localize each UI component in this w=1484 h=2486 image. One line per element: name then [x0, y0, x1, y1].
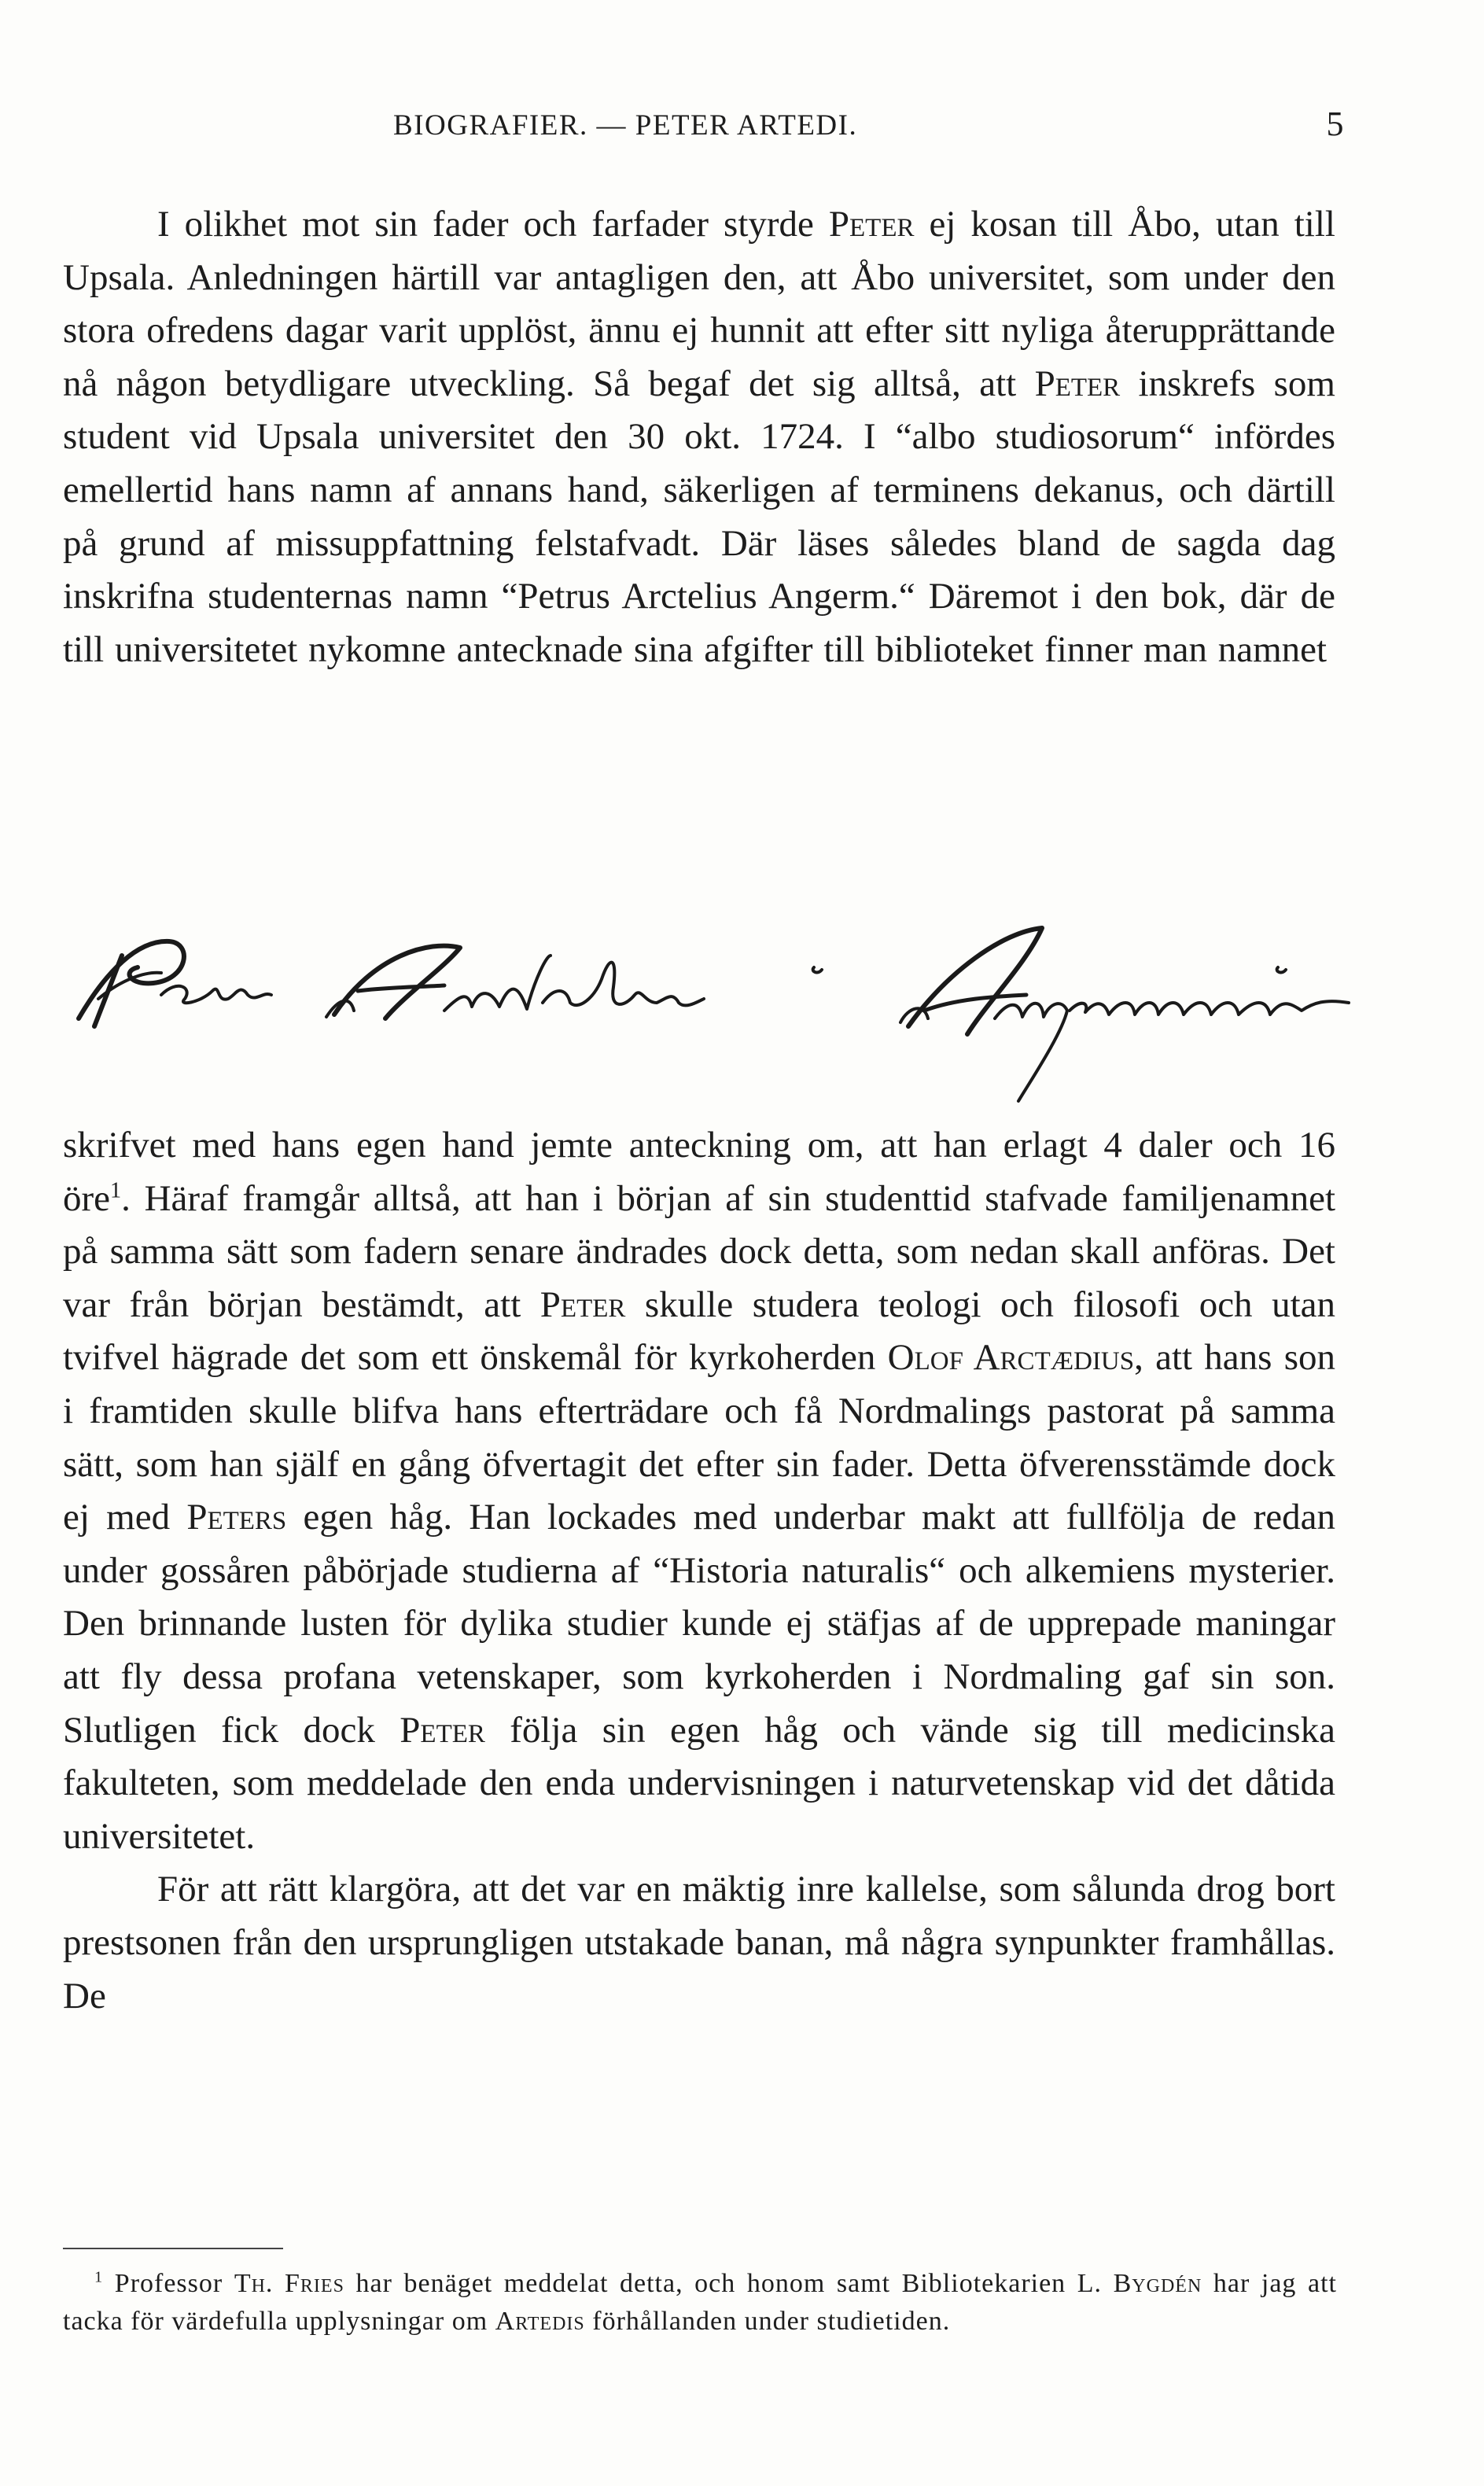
- body-text-bottom: [63, 1119, 1335, 2023]
- page-number: 5: [1326, 105, 1345, 143]
- text-run: skulle studera teologi och filosofi och utan tvifvel hägrade det som ett önskemål för kyrkoherden: [63, 1284, 1335, 1379]
- running-title: BIOGRAFIER. — PETER ARTEDI.: [393, 109, 858, 142]
- body-text-top: [63, 198, 1335, 676]
- text-run: . Häraf framgår alltså, att han i början af sin studenttid stafvade familjenamnet på samma sätt som fadern senare ändrades dock detta, som nedan skall anföras. Det var från början bestämdt, att: [63, 1177, 1335, 1325]
- paragraph-1: [63, 198, 1335, 676]
- footnote-divider: [63, 2248, 283, 2249]
- person-name: Peters: [186, 1497, 287, 1538]
- text-run: ej kosan till Åbo, utan till Upsala. Anledningen härtill var antagligen den, att Åbo universitet, som under den stora ofredens dagar varit upplöst, ännu ej hunnit att efter sitt nyliga återupprättande nå någon betydligare utveckling. Så begaf det sig alltså, att: [63, 204, 1335, 404]
- person-name: Artedis: [495, 2307, 585, 2336]
- text-run: har benäget meddelat detta, och honom samt Bibliotekarien L.: [344, 2269, 1114, 2298]
- text-run: , att hans son i framtiden skulle blifva hans efterträdare och få Nordmalings pastorat på samma sätt, som han själf en gång öfvertagit det efter sin fader. Detta öfverensstämde dock ej med: [63, 1337, 1336, 1538]
- paragraph-3: [63, 1863, 1335, 2023]
- paragraph-2: [63, 1119, 1335, 1863]
- text-run: inskrefs som student vid Upsala universitet den 30 okt. 1724. I “albo studiosorum“ infördes emellertid hans namn af annans hand, säkerligen af terminens dekanus, och därtill på grund af missuppfattning felstafvadt. Där läses således bland de sagda dag inskrifna studenternas namn “Petrus Arctelius Angerm.“ Däremot i den bok, där de till universitetet nykomne antecknade sina afgifter till biblioteket finner man namnet: [63, 363, 1335, 670]
- text-run: följa sin egen håg och vände sig till medicinska fakulteten, som meddelade den enda undervisningen i naturvetenskap vid det dåtida universitetet.: [63, 1709, 1335, 1857]
- text-run: För att rätt klargöra, att det var en mäktig inre kallelse, som sålunda drog bort prestsonen från den ursprungligen utstakade banan, må några synpunkter framhållas. De: [63, 1869, 1335, 2016]
- person-name: Peter: [1034, 363, 1121, 404]
- person-name: Peter: [539, 1284, 626, 1325]
- text-run: egen håg. Han lockades med underbar makt att fullfölja de redan under gossåren påbörjade studierna af “Historia naturalis“ och alkemiens mysterier. Den brinnande lusten för dylika studier kunde ej stäfjas af de upprepade maningar att fly dessa profana vetenskaper, som kyrkoherden i Nordmaling gaf sin son. Slutligen fick dock: [63, 1497, 1335, 1751]
- text-run: I olikhet mot sin fader och farfader styrde: [157, 204, 829, 245]
- footnote-reference[interactable]: 1: [110, 1177, 122, 1202]
- footnote-1: [63, 2265, 1337, 2341]
- person-name: Peter: [400, 1709, 485, 1751]
- text-run: förhållanden under studietiden.: [584, 2307, 951, 2336]
- person-name: Th. Fries: [234, 2269, 344, 2298]
- person-name: Bygdén: [1113, 2269, 1202, 2298]
- footnotes: [63, 2265, 1337, 2341]
- person-name: Olof Arctædius: [887, 1337, 1135, 1379]
- handwritten-signature: [75, 924, 1364, 1105]
- text-run: Professor: [103, 2269, 234, 2298]
- text-run: skrifvet med hans egen hand jemte anteckning om, att han erlagt 4 daler och 16 öre: [63, 1125, 1335, 1219]
- footnote-marker: 1: [94, 2268, 104, 2286]
- person-name: Peter: [828, 204, 915, 245]
- text-run: har jag att tacka för värdefulla upplysningar om: [63, 2269, 1337, 2336]
